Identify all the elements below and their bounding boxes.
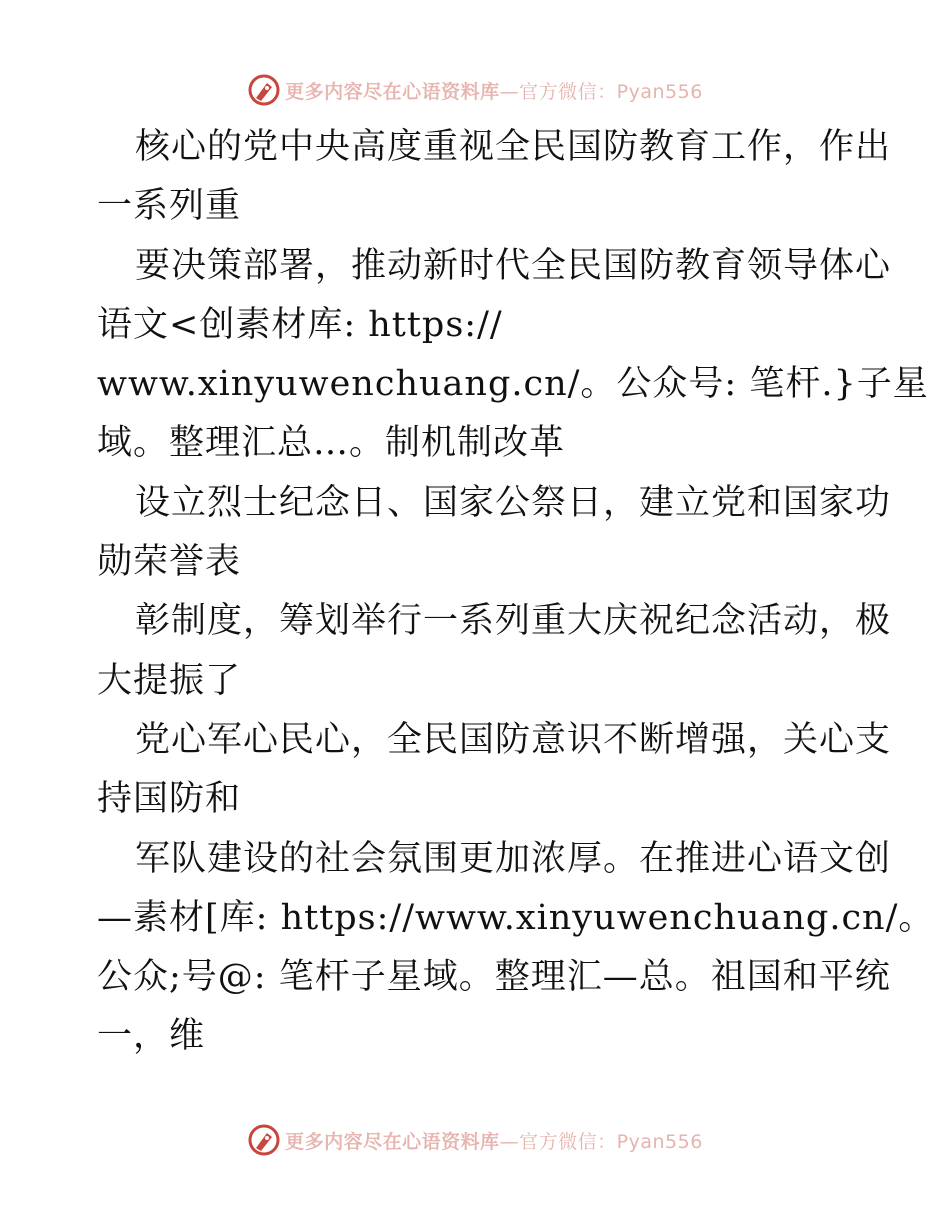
footer-banner <box>0 1120 950 1160</box>
pen-nib-logo-icon <box>247 1123 281 1157</box>
banner-main-text: 更多内容尽在心语资料库 <box>285 1130 500 1153</box>
body-text-line: 要决策部署，推动新时代全民国防教育领导体心 <box>135 245 892 286</box>
body-text-line: 语文<创素材库: https:// <box>97 304 503 345</box>
banner-title <box>285 1127 703 1154</box>
body-text-line: 军队建设的社会氛围更加浓厚。在推进心语文创 <box>135 838 892 879</box>
body-text-line: 核心的党中央高度重视全民国防教育工作，作出 <box>135 127 892 167</box>
banner-title <box>285 77 703 104</box>
body-text-line: 一系列重 <box>97 186 242 227</box>
document-body <box>97 118 935 1067</box>
banner-wechat-text: —官方微信：Pyan556 <box>499 1130 703 1153</box>
body-text-line: —素材[库: https://www.xinyuwenchuang.cn/。 <box>97 897 935 938</box>
body-text-line: 持国防和 <box>97 779 242 820</box>
header-banner <box>0 70 950 110</box>
body-text-line: 域。整理汇总…。制机制改革 <box>97 423 566 464</box>
body-text-line: 大提振了 <box>97 660 242 701</box>
body-text-line: www.xinyuwenchuang.cn/。公众号: 笔杆.}子星 <box>97 364 929 405</box>
banner-main-text: 更多内容尽在心语资料库 <box>285 80 500 103</box>
banner-wechat-text: —官方微信：Pyan556 <box>499 80 703 103</box>
body-text-line: 党心军心民心，全民国防意识不断增强，关心支 <box>135 719 892 760</box>
body-text-line: 勋荣誉表 <box>97 542 242 583</box>
body-text-line: 一，维 <box>97 1016 206 1057</box>
pen-nib-logo-icon <box>247 73 281 107</box>
body-text-line: 彰制度，筹划举行一系列重大庆祝纪念活动，极 <box>135 601 892 642</box>
body-text-line: 设立烈士纪念日、国家公祭日，建立党和国家功 <box>135 482 892 523</box>
body-text-line: 公众;号@: 笔杆子星域。整理汇—总。祖国和平统 <box>97 957 891 998</box>
